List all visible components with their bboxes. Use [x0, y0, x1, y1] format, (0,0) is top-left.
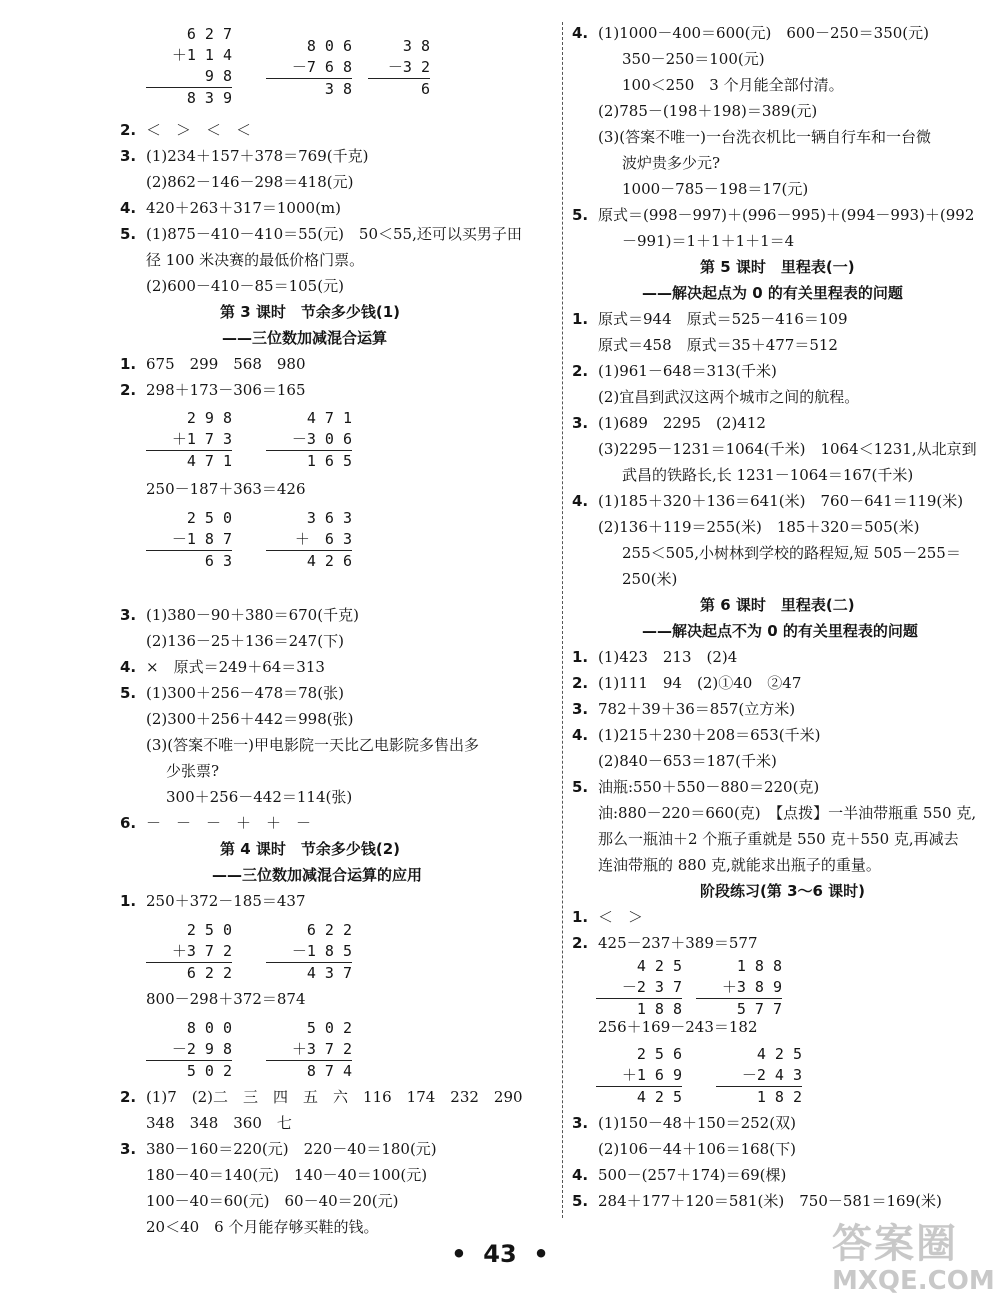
watermark: 答案圈 MXQE.COM — [832, 1221, 995, 1296]
answer-line: (1)423 213 (2)4 — [598, 648, 738, 666]
item-number: 4. — [120, 199, 137, 217]
answer-line: 350－250＝100(元) — [622, 50, 765, 68]
answer-line: (2)宜昌到武汉这两个城市之间的航程。 — [598, 388, 860, 406]
answer-line: 250＋372－185＝437 — [146, 892, 306, 910]
section-heading: 第 3 课时 节余多少钱(1) — [220, 303, 401, 321]
vertical-calc: 4 7 1 －3 0 6 1 6 5 — [266, 408, 352, 472]
item-number: 2. — [572, 362, 589, 380]
item-number: 3. — [120, 606, 137, 624]
answer-line: (1)234＋157＋378＝769(千克) — [146, 147, 369, 165]
item-number: 5. — [120, 684, 137, 702]
answer-line: 250－187＋363＝426 — [146, 480, 306, 498]
answer-line: 1000－785－198＝17(元) — [622, 180, 809, 198]
answer-line: 380－160＝220(元) 220－40＝180(元) — [146, 1140, 437, 1158]
section-subheading: ——解决起点为 0 的有关里程表的问题 — [642, 284, 903, 302]
answer-line: 100＜250 3 个月能全部付清。 — [622, 76, 844, 94]
answer-line: (2)862－146－298＝418(元) — [146, 173, 354, 191]
item-number: 2. — [572, 934, 589, 952]
answer-line: 800－298＋372＝874 — [146, 990, 306, 1008]
answer-line: × 原式＝249＋64＝313 — [146, 658, 325, 676]
item-number: 5. — [572, 1192, 589, 1210]
item-number: 1. — [120, 355, 137, 373]
item-number: 3. — [572, 414, 589, 432]
item-number: 3. — [120, 1140, 137, 1158]
answer-line: 油:880－220＝660(克) 【点拨】一半油带瓶重 550 克, — [598, 804, 977, 822]
answer-line: (3)(答案不唯一)一台洗衣机比一辆自行车和一台微 — [598, 128, 931, 146]
vertical-calc: 3 6 3 ＋ 6 3 4 2 6 — [266, 508, 352, 572]
answer-line: (3)(答案不唯一)甲电影院一天比乙电影院多售出多 — [146, 736, 479, 754]
answer-line: 348 348 360 七 — [146, 1114, 292, 1132]
vertical-calc: 6 2 7 ＋1 1 4 9 8 8 3 9 — [146, 24, 232, 109]
answer-line: 420＋263＋317＝1000(m) — [146, 199, 341, 217]
item-number: 6. — [120, 814, 137, 832]
section-heading: 第 5 课时 里程表(一) — [700, 258, 855, 276]
answer-line: (2)300＋256＋442＝998(张) — [146, 710, 354, 728]
answer-line: 原式＝944 原式＝525－416＝109 — [598, 310, 848, 328]
right-column — [572, 22, 1000, 1222]
answer-line: 500－(257＋174)＝69(棵) — [598, 1166, 787, 1184]
answer-line: 20＜40 6 个月能存够买鞋的钱。 — [146, 1218, 379, 1236]
section-heading: 阶段练习(第 3～6 课时) — [700, 882, 866, 900]
answer-line: 波炉贵多少元? — [622, 154, 721, 172]
answer-line: (1)7 (2)二 三 四 五 六 116 174 232 290 — [146, 1088, 523, 1106]
answer-line: (1)150－48＋150＝252(双) — [598, 1114, 796, 1132]
section-subheading: ——解决起点不为 0 的有关里程表的问题 — [642, 622, 918, 640]
vertical-calc: 8 0 6 －7 6 8 3 8 — [266, 36, 352, 100]
vertical-calc: 3 8 －3 2 6 — [368, 36, 430, 100]
answer-line: 原式＝458 原式＝35＋477＝512 — [598, 336, 838, 354]
vertical-calc: 5 0 2 ＋3 7 2 8 7 4 — [266, 1018, 352, 1082]
answer-line: 那么一瓶油＋2 个瓶子重就是 550 克＋550 克,再减去 — [598, 830, 959, 848]
vertical-calc: 4 2 5 －2 4 3 1 8 2 — [716, 1044, 802, 1108]
item-number: 4. — [572, 24, 589, 42]
answer-line: (3)2295－1231＝1064(千米) 1064＜1231,从北京到 — [598, 440, 977, 458]
vertical-calc: 2 5 6 ＋1 6 9 4 2 5 — [596, 1044, 682, 1108]
item-number: 1. — [572, 908, 589, 926]
answer-line: (2)136－25＋136＝247(下) — [146, 632, 344, 650]
answer-line: 油瓶:550＋550－880＝220(克) — [598, 778, 820, 796]
section-heading: 第 6 课时 里程表(二) — [700, 596, 855, 614]
vertical-calc: 4 2 5 －2 3 7 1 8 8 — [596, 956, 682, 1020]
answer-line: 连油带瓶的 880 克,就能求出瓶子的重量。 — [598, 856, 881, 874]
answer-line: 675 299 568 980 — [146, 355, 306, 373]
answer-line: (1)300＋256－478＝78(张) — [146, 684, 344, 702]
answer-line: 425－237＋389＝577 — [598, 934, 758, 952]
section-subheading: ——三位数加减混合运算 — [222, 329, 388, 347]
answer-line: ＜ ＞ ＜ ＜ — [146, 121, 252, 139]
vertical-calc: 6 2 2 －1 8 5 4 3 7 — [266, 920, 352, 984]
answer-line: 300＋256－442＝114(张) — [166, 788, 353, 806]
item-number: 2. — [120, 121, 137, 139]
item-number: 5. — [120, 225, 137, 243]
answer-line: 782＋39＋36＝857(立方米) — [598, 700, 796, 718]
section-subheading: ——三位数加减混合运算的应用 — [212, 866, 423, 884]
answer-line: ＜ ＞ — [598, 908, 644, 926]
answer-line: (1)215＋230＋208＝653(千米) — [598, 726, 821, 744]
answer-line: (2)600－410－85＝105(元) — [146, 277, 344, 295]
answer-line: (2)136＋119＝255(米) 185＋320＝505(米) — [598, 518, 920, 536]
section-heading: 第 4 课时 节余多少钱(2) — [220, 840, 401, 858]
answer-line: (2)106－44＋106＝168(下) — [598, 1140, 796, 1158]
item-number: 4. — [572, 1166, 589, 1184]
left-column — [120, 20, 560, 1236]
answer-line: 武昌的铁路长,长 1231－1064＝167(千米) — [622, 466, 914, 484]
item-number: 2. — [120, 1088, 137, 1106]
answer-line: (2)840－653＝187(千米) — [598, 752, 777, 770]
answer-line: 256＋169－243＝182 — [598, 1018, 758, 1036]
item-number: 1. — [572, 310, 589, 328]
item-number: 5. — [572, 778, 589, 796]
item-number: 2. — [120, 381, 137, 399]
item-number: 5. — [572, 206, 589, 224]
answer-line: 径 100 米决赛的最低价格门票。 — [146, 251, 365, 269]
item-number: 4. — [120, 658, 137, 676]
answer-line: (1)380－90＋380＝670(千克) — [146, 606, 359, 624]
item-number: 4. — [572, 492, 589, 510]
vertical-calc: 8 0 0 －2 9 8 5 0 2 — [146, 1018, 232, 1082]
answer-line: 少张票? — [166, 762, 220, 780]
answer-line: 250(米) — [622, 570, 678, 588]
item-number: 1. — [120, 892, 137, 910]
item-number: 2. — [572, 674, 589, 692]
item-number: 4. — [572, 726, 589, 744]
answer-line: (1)111 94 (2)①40 ②47 — [598, 674, 802, 692]
answer-line: 255＜505,小树林到学校的路程短,短 505－255＝ — [622, 544, 961, 562]
answer-line: (1)961－648＝313(千米) — [598, 362, 777, 380]
answer-line: (2)785－(198＋198)＝389(元) — [598, 102, 818, 120]
answer-line: －991)＝1＋1＋1＋1＝4 — [622, 232, 795, 250]
vertical-calc: 1 8 8 ＋3 8 9 5 7 7 — [696, 956, 782, 1020]
answer-line: (1)185＋320＋136＝641(米) 760－641＝119(米) — [598, 492, 964, 510]
vertical-calc: 2 5 0 －1 8 7 6 3 — [146, 508, 232, 572]
answer-line: 284＋177＋120＝581(米) 750－581＝169(米) — [598, 1192, 942, 1210]
answer-line: － － － ＋ ＋ － — [146, 814, 312, 832]
item-number: 1. — [572, 648, 589, 666]
item-number: 3. — [572, 700, 589, 718]
answer-line: 100－40＝60(元) 60－40＝20(元) — [146, 1192, 399, 1210]
answer-line: (1)1000－400＝600(元) 600－250＝350(元) — [598, 24, 929, 42]
page-number: • 43 • — [451, 1240, 549, 1268]
vertical-calc: 2 9 8 ＋1 7 3 4 7 1 — [146, 408, 232, 472]
vertical-calc: 2 5 0 ＋3 7 2 6 2 2 — [146, 920, 232, 984]
answer-line: 180－40＝140(元) 140－40＝100(元) — [146, 1166, 428, 1184]
column-divider — [562, 22, 563, 1218]
answer-line: (1)875－410－410＝55(元) 50＜55,还可以买男子田 — [146, 225, 522, 243]
item-number: 3. — [572, 1114, 589, 1132]
answer-line: 原式＝(998－997)＋(996－995)＋(994－993)＋(992 — [598, 206, 975, 224]
item-number: 3. — [120, 147, 137, 165]
answer-line: (1)689 2295 (2)412 — [598, 414, 766, 432]
answer-line: 298＋173－306＝165 — [146, 381, 306, 399]
